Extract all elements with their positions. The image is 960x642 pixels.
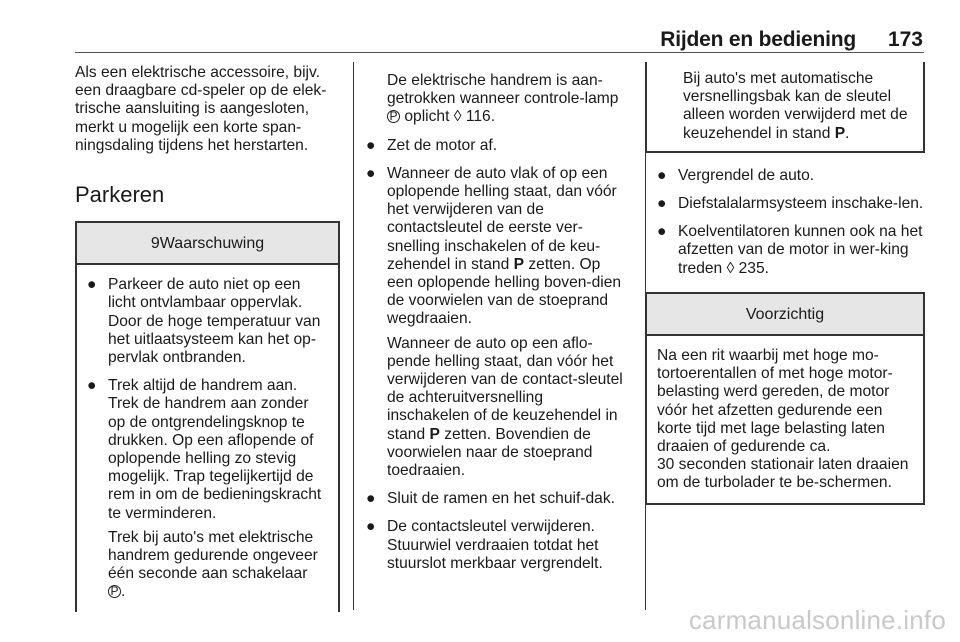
parking-brake-icon: P xyxy=(108,585,121,598)
bullet-icon: ● xyxy=(366,490,376,508)
page-reference-icon: ◊ xyxy=(726,259,735,277)
parking-steps-list xyxy=(366,137,628,573)
downhill-continuation: Wanneer de auto op een aflo-pende helling staat, dan vóór het verwijderen van de contact-sleutel de achteruitversnelling inschakelen of de keuzehendel in stand P zetten. Bovendien de voorwielen naar de stoeprand toedraaien. xyxy=(387,334,623,480)
bullet-icon: ● xyxy=(366,164,376,182)
section-title-parkeren: Parkeren xyxy=(75,182,165,208)
header-rule xyxy=(75,52,924,53)
list-item: ● Diefstalalarmsysteem inschake-len. xyxy=(657,195,924,213)
page-number: 173 xyxy=(887,28,923,51)
automatic-note-box: Bij auto's met automatische versnellingsbak kan de sleutel alleen worden verwijderd met de keuzehendel in stand P. xyxy=(645,62,925,153)
bullet-icon: ● xyxy=(657,166,667,184)
list-item: ● Koelventilatoren kunnen ook na het afzetten van de motor in wer-king treden ◊ 235. xyxy=(657,223,923,277)
parking-brake-note: De elektrische handrem is aan-getrokken wanneer controle-lamp P oplicht ◊ 116. xyxy=(387,72,619,126)
list-item: ● Wanneer de auto vlak of op een oplopende helling staat, dan vóór het verwijderen van de contactsleutel de eerste ver-snelling inschakelen of de keu-zehendel in stand P zetten. Op een oplopende helling boven-dien de voorwielen van de stoeprand wegdraaien. Wanneer de auto op een aflo-pende helling staat, dan vóór het verwijderen van de contact-sleutel de achteruitversnelling inschakelen of de keuzehendel in stand P zetten. Bovendien de voorwielen naar de stoeprand toedraaien. xyxy=(366,165,628,480)
bullet-icon: ● xyxy=(366,518,376,536)
warning-title: Waarschuwing xyxy=(159,235,265,253)
intro-paragraph: Als een elektrische accessoire, bijv. een draagbare cd-speler op de elek-trische aansluiting is aangesloten, merkt u mogelijk een korte span-ningsdaling tijdens het herstarten. xyxy=(75,64,327,154)
bullet-icon: ● xyxy=(657,223,667,241)
warning-list xyxy=(87,276,330,523)
caution-body: Na een rit waarbij met hoge mo-tortoerentallen of met hoge motor-belasting werd gereden, de motor vóór het afzetten gedurende een korte tijd met lage belasting laten draaien of gedurende ca. 30 seconden stationair laten draaien om de turbolader te be-schermen. xyxy=(657,347,909,492)
list-item: ● Vergrendel de auto. xyxy=(657,166,815,184)
caution-header xyxy=(647,294,923,336)
bullet-icon: ● xyxy=(87,276,97,294)
page-reference-icon: ◊ xyxy=(453,108,462,126)
warning-body xyxy=(77,265,338,611)
page-header xyxy=(0,0,960,52)
chapter-title: Rijden en bediening xyxy=(660,28,856,51)
bullet-icon: ● xyxy=(657,195,667,213)
watermark: carmanualsonline.info xyxy=(688,605,946,635)
parking-brake-icon: P xyxy=(387,110,400,123)
bullet-icon: ● xyxy=(87,377,97,395)
caution-box xyxy=(645,292,925,505)
list-item: ● Parkeer de auto niet op een licht ontvlambaar oppervlak. Door de hoge temperatuur van het uitlaatsysteem kan het op-pervlak ontbranden. xyxy=(87,276,321,367)
warning-triangle-icon: 9 xyxy=(150,235,160,253)
column-1 xyxy=(75,64,340,612)
column-2 xyxy=(366,72,628,583)
list-item: ● Sluit de ramen en het schuif-dak. xyxy=(366,490,615,508)
column-3 xyxy=(657,72,925,505)
list-item: ● De contactsleutel verwijderen. Stuurwiel verdraaien totdat het stuurslot merkbaar vergrendelt. xyxy=(366,518,603,572)
warning-header xyxy=(77,223,338,265)
column-divider-1 xyxy=(353,62,354,610)
list-item: ● Trek altijd de handrem aan. Trek de handrem aan zonder op de ontgrendelingsknop te drukken. Op een aflopende of oplopende helling zo stevig mogelijk. Trap tegelijkertijd de rem in om de bedieningskracht te verminderen. xyxy=(87,377,322,522)
warning-box xyxy=(75,221,340,612)
caution-title: Voorzichtig xyxy=(745,305,825,323)
warning-continuation: Trek bij auto's met elektrische handrem gedurende ongeveer één seconde aan schakelaar P . xyxy=(108,528,318,601)
final-steps-list xyxy=(657,167,925,278)
list-item: ● Zet de motor af. xyxy=(366,136,498,154)
bullet-icon: ● xyxy=(366,136,376,154)
